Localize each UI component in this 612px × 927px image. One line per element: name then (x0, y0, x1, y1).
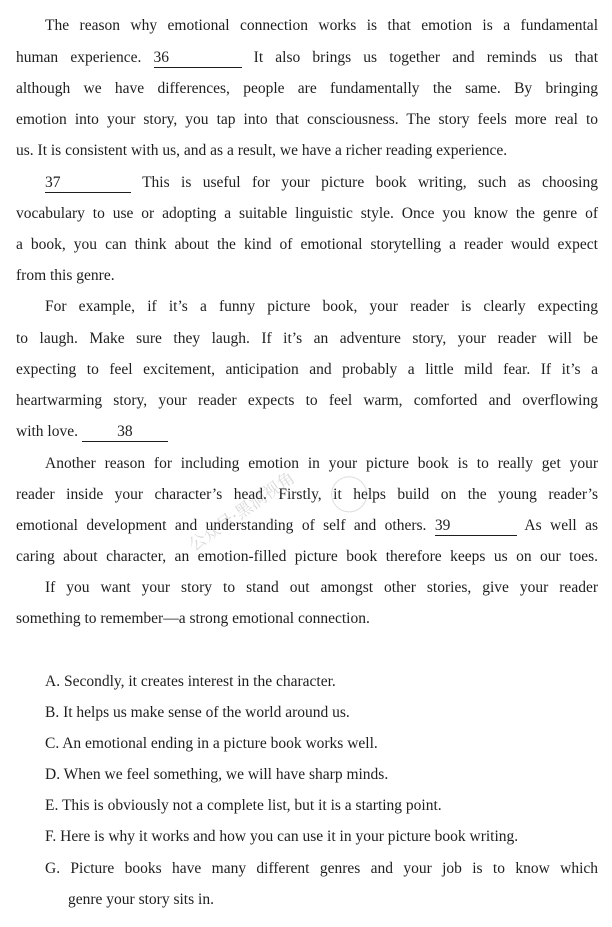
passage-line: heartwarming story, your reader expects to feel warm, comforted and overflowing (16, 392, 598, 409)
passage-text: with love. (16, 423, 78, 440)
passage-line: For example, if it’s a funny picture book, your reader is clearly expecting (45, 298, 598, 315)
blank-37: 37 (45, 174, 131, 193)
passage-line: Another reason for including emotion in your picture book is to really get your (45, 455, 598, 472)
option-g: G. Picture books have many different genres and your job is to know which (45, 860, 598, 877)
passage-line: us. It is consistent with us, and as a result, we have a richer reading experience. (16, 142, 508, 159)
passage-line: vocabulary to use or adopting a suitable linguistic style. Once you know the genre of (16, 205, 598, 222)
passage-text: As well as (524, 517, 599, 534)
passage-line: a book, you can think about the kind of emotional storytelling a reader would expect (16, 236, 598, 253)
passage-line: expecting to feel excitement, anticipation and probably a little mild fear. If it’s a (16, 361, 598, 378)
passage-line: The reason why emotional connection works is that emotion is a fundamental (45, 17, 598, 34)
passage-line: something to remember—a strong emotional connection. (16, 610, 370, 627)
blank-36: 36 (154, 49, 242, 68)
passage-text: emotional development and understanding of self and others. (16, 517, 427, 534)
passage-line (45, 173, 598, 193)
option-b: B. It helps us make sense of the world around us. (45, 704, 350, 721)
option-d: D. When we feel something, we will have sharp minds. (45, 766, 389, 783)
passage-line: caring about character, an emotion-filled picture book therefore keeps us on our toes. (16, 548, 598, 565)
passage-text: This is useful for your picture book writing, such as choosing (142, 174, 598, 191)
passage-line (16, 422, 598, 442)
option-a: A. Secondly, it creates interest in the character. (45, 673, 336, 690)
passage-line (16, 48, 598, 68)
passage-line: reader inside your character’s head. Firstly, it helps build on the young reader’s (16, 486, 598, 503)
passage-line (16, 516, 598, 536)
passage-text: It also brings us together and reminds us that (253, 49, 598, 66)
option-f: F. Here is why it works and how you can use it in your picture book writing. (45, 828, 519, 845)
passage-line: to laugh. Make sure they laugh. If it’s an adventure story, your reader will be (16, 330, 598, 347)
option-g-continuation: genre your story sits in. (68, 891, 214, 908)
passage-text: human experience. (16, 49, 142, 66)
option-c: C. An emotional ending in a picture book works well. (45, 735, 378, 752)
watermark-text: 公众号·黑洞视角 (185, 468, 299, 556)
blank-39: 39 (435, 517, 517, 536)
passage-line: emotion into your story, you tap into that consciousness. The story feels more real to (16, 111, 598, 128)
passage-line: If you want your story to stand out amongst other stories, give your reader (45, 579, 598, 596)
option-e: E. This is obviously not a complete list, but it is a starting point. (45, 797, 442, 814)
passage-line: from this genre. (16, 267, 115, 284)
blank-38: 38 (82, 423, 168, 442)
passage-line: although we have differences, people are fundamentally the same. By bringing (16, 80, 598, 97)
